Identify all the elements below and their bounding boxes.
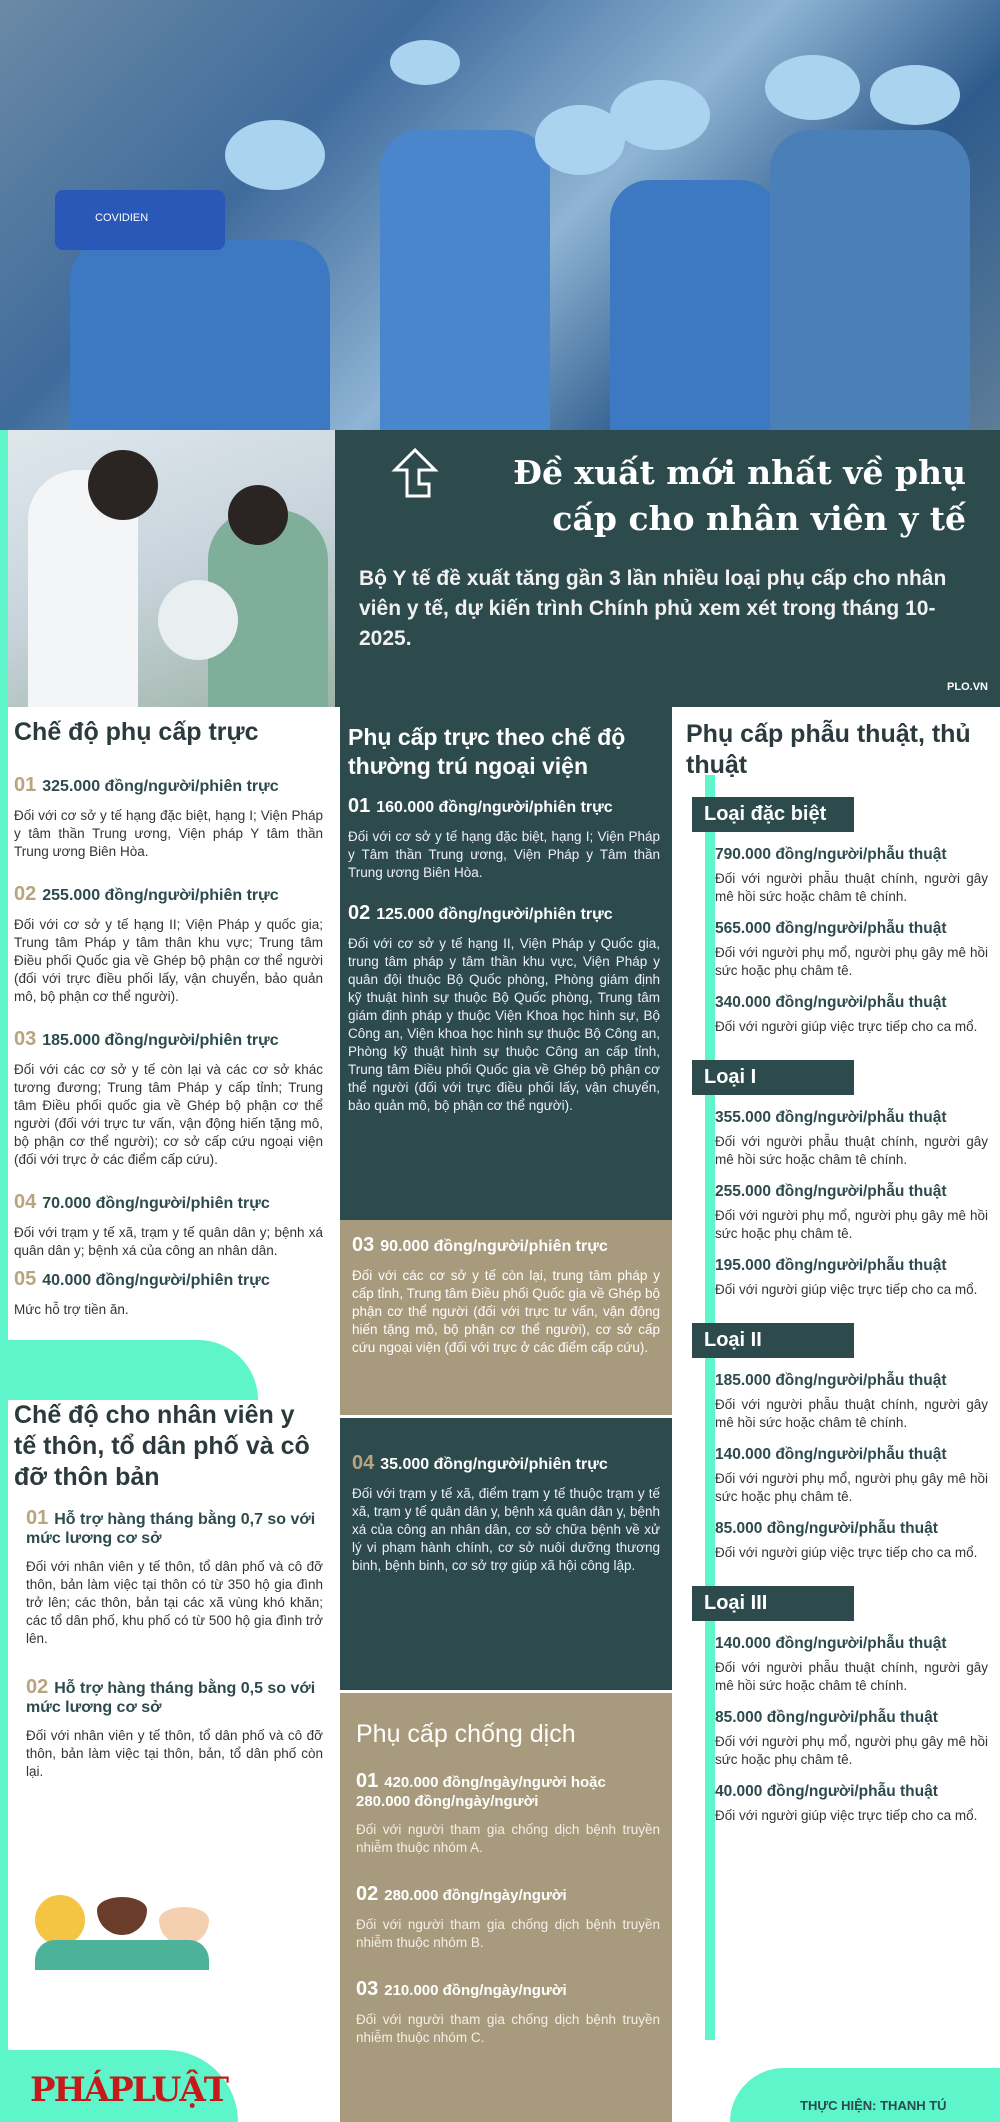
item-description: Đối với cơ sở y tế hạng đặc biệt, hạng I; Viện Pháp y tâm thần Trung ương, Viện pháp Y tâm thần Trung ương Biên Hòa. (14, 808, 323, 859)
item-number: 01 (356, 1770, 379, 1792)
item-description: Đối với cơ sở y tế hạng II; Viện Pháp y quốc gia; Trung tâm Pháp y tâm thân khu vực; Trung tâm Điều phối Quốc gia về Ghép bộ phận cơ thể người (đối với trực điều phối lấy, vận chuyển, bảo quản mô, bộ phận cơ thể người). (14, 917, 323, 1004)
item-description: Đối với cơ sở y tế hạng đặc biệt, hạng I; Viện Pháp y Tâm thần Trung ương, Viện Pháp y Tâm thần Trung ương Biên Hòa. (348, 829, 660, 880)
source-label: PLO.VN (947, 681, 988, 693)
section-on-call-allowance (8, 707, 335, 1319)
item-amount: 85.000 đồng/người/phẫu thuật (715, 1520, 938, 1537)
item-amount: 90.000 đồng/người/phiên trực (380, 1238, 608, 1255)
item-amount: 35.000 đồng/người/phiên trực (380, 1456, 608, 1473)
item-number: 02 (348, 902, 371, 924)
allowance-item (26, 1676, 323, 1781)
item-number: 02 (14, 883, 37, 905)
resident-item-03 (340, 1220, 672, 1415)
item-amount: 195.000 đồng/người/phẫu thuật (715, 1257, 947, 1274)
item-description: Đối với người tham gia chống dịch bệnh truyền nhiễm thuộc nhóm B. (356, 1917, 660, 1950)
item-description: Đối với người tham gia chống dịch bệnh truyền nhiễm thuộc nhóm C. (356, 2012, 660, 2045)
allowance-item (14, 774, 323, 861)
arrow-up-icon (385, 444, 445, 504)
item-amount: 255.000 đồng/người/phẫu thuật (715, 1183, 947, 1200)
item-number: 02 (26, 1676, 49, 1698)
item-description: Đối với trạm y tế xã, trạm y tế quân dân y; bệnh xá quân dân y; bệnh xá của công an nhân dân. (14, 1225, 323, 1258)
item-amount: 70.000 đồng/người/phiên trực (42, 1195, 270, 1212)
item-amount: 40.000 đồng/người/phẫu thuật (715, 1783, 938, 1800)
item-amount: Hỗ trợ hàng tháng bằng 0,5 so với mức lương cơ sở (26, 1680, 316, 1716)
page-title: Đề xuất mới nhất về phụ cấp cho nhân viên y tế (513, 453, 966, 538)
phapluat-logo: PHÁPLUẬT (30, 2070, 228, 2110)
section-village-health-workers (8, 1400, 335, 1781)
allowance-item (348, 902, 660, 1115)
section-title: Phụ cấp phẫu thuật, thủ thuật (686, 720, 971, 779)
item-amount: Hỗ trợ hàng tháng bằng 0,7 so với mức lương cơ sở (26, 1511, 316, 1547)
credit: THỰC HIỆN: THANH TÚ (800, 2098, 947, 2113)
left-accent-stripe (0, 430, 8, 2122)
footer-blob-right (730, 2068, 1000, 2122)
section-title: Phụ cấp chống dịch (356, 1720, 576, 1748)
item-amount: 140.000 đồng/người/phẫu thuật (715, 1446, 947, 1463)
item-description: Đối với người phụ mổ, người phụ gây mê hồi sức hoặc phụ châm tê. (715, 1208, 988, 1241)
section-epidemic-allowance (340, 1693, 672, 2122)
surgery-category: Loại III (692, 1586, 854, 1621)
item-description: Đối với người phẫu thuật chính, người gây mê hồi sức hoặc châm tê chính. (715, 1660, 988, 1693)
item-description: Đối với các cơ sở y tế còn lại, trung tâm pháp y cấp tỉnh, Trung tâm Điều phối Quốc gia về Ghép bộ phận cơ thể người (đối với trực tư vấn, vận động hiến tặng mô, bộ phận cơ thể người), cơ sở cấp cứu ngoại viện (đối với trực ở các điểm cấp cứu). (352, 1268, 660, 1355)
item-description: Đối với người tham gia chống dịch bệnh truyền nhiễm thuộc nhóm A. (356, 1822, 660, 1855)
item-amount: 355.000 đồng/người/phẫu thuật (715, 1109, 947, 1126)
item-number: 02 (356, 1883, 379, 1905)
item-amount: 85.000 đồng/người/phẫu thuật (715, 1709, 938, 1726)
item-number: 03 (352, 1234, 375, 1256)
section-resident-on-call (340, 707, 672, 1220)
section-title: Chế độ cho nhân viên y tế thôn, tổ dân phố và cô đỡ thôn bản (14, 1401, 310, 1491)
item-description: Đối với trạm y tế xã, điểm trạm y tế thuộc trạm y tế xã, trạm y tế quân dân y, bệnh xá quân dân y, bệnh xá của công an nhân dân, cơ sở chữa bệnh về xử lý vi phạm hành chính, cơ sở nuôi dưỡng thương binh, bệnh binh, cơ sở trợ giúp xã hội công lập. (352, 1486, 660, 1573)
monitor-label: COVIDIEN (55, 190, 225, 250)
item-amount: 280.000 đồng/ngày/người (384, 1887, 567, 1904)
item-description: Đối với người phẫu thuật chính, người gây mê hồi sức hoặc châm tê chính. (715, 1397, 988, 1430)
allowance-item (352, 1452, 660, 1575)
item-description: Đối với người phụ mổ, người phụ gây mê hồi sức hoặc phụ châm tê. (715, 1734, 988, 1767)
item-number: 01 (348, 795, 371, 817)
item-amount: 160.000 đồng/người/phiên trực (376, 799, 613, 816)
item-number: 03 (356, 1978, 379, 2000)
allowance-item (14, 1191, 323, 1260)
item-description: Đối với người phẫu thuật chính, người gây mê hồi sức hoặc châm tê chính. (715, 871, 988, 904)
item-number: 03 (14, 1028, 37, 1050)
item-description: Đối với nhân viên y tế thôn, tổ dân phố và cô đỡ thôn, bản làm việc tại thôn, bản, tổ dân phố còn lại. (26, 1728, 323, 1779)
surgery-photo (0, 0, 1000, 430)
item-description: Đối với người phụ mổ, người phụ gây mê hồi sức hoặc phụ châm tê. (715, 1471, 988, 1504)
allowance-item (356, 1883, 660, 1952)
item-amount: 420.000 đồng/ngày/người hoặc 280.000 đồng/ngày/người (356, 1774, 606, 1810)
item-description: Đối với người phẫu thuật chính, người gây mê hồi sức hoặc châm tê chính. (715, 1134, 988, 1167)
item-number: 01 (26, 1507, 49, 1529)
decor-blob (8, 1340, 258, 1400)
item-description: Đối với người giúp việc trực tiếp cho ca mổ. (715, 1808, 978, 1823)
item-amount: 325.000 đồng/người/phiên trực (42, 778, 279, 795)
allowance-item (348, 795, 660, 882)
health-workers-illustration (35, 1885, 215, 1970)
item-number: 05 (14, 1268, 37, 1290)
item-description: Đối với người giúp việc trực tiếp cho ca mổ. (715, 1282, 978, 1297)
item-amount: 340.000 đồng/người/phẫu thuật (715, 994, 947, 1011)
surgery-category: Loại đặc biệt (692, 797, 854, 832)
nurse-photo (8, 430, 335, 707)
item-number: 04 (14, 1191, 37, 1213)
allowance-item (14, 883, 323, 1006)
surgery-category: Loại I (692, 1060, 854, 1095)
allowance-item (356, 1770, 660, 1857)
allowance-item (352, 1234, 660, 1357)
allowance-item (26, 1507, 323, 1648)
item-description: Mức hỗ trợ tiền ăn. (14, 1302, 129, 1317)
item-amount: 790.000 đồng/người/phẫu thuật (715, 846, 947, 863)
item-number: 04 (352, 1452, 375, 1474)
item-description: Đối với người phụ mổ, người phụ gây mê hồi sức hoặc phụ châm tê. (715, 945, 988, 978)
item-amount: 40.000 đồng/người/phiên trực (42, 1272, 270, 1289)
item-amount: 210.000 đồng/ngày/người (384, 1982, 567, 1999)
item-amount: 125.000 đồng/người/phiên trực (376, 906, 613, 923)
item-description: Đối với người giúp việc trực tiếp cho ca mổ. (715, 1545, 978, 1560)
item-description: Đối với nhân viên y tế thôn, tổ dân phố và cô đỡ thôn, bản làm việc tại thôn có từ 350 hộ gia đình trở lên; các thôn, bản tại các xã vùng khó khăn; các tổ dân phố, khu phố có từ 500 hộ gia đình trở lên. (26, 1559, 323, 1646)
resident-item-04 (340, 1418, 672, 1690)
surgery-category: Loại II (692, 1323, 854, 1358)
item-description: Đối với cơ sở y tế hạng II, Viện Pháp y Quốc gia, trung tâm pháp y tâm thần khu vực, Viện Pháp y quân đội thuộc Bộ Quốc phòng, Phòng giám định kỹ thuật hình sự thuộc Bộ Quốc phòng, Trung tâm giám định pháp y thuộc Viện Khoa học hình sự, Bộ Công an, Viện khoa học hình sự thuộc Bộ Công an, Phòng kỹ thuật hình sự thuộc Công an cấp tỉnh, Trung tâm Điều phối Quốc gia về Ghép bộ phận cơ thể người (đối với trực điều phối lấy, vận chuyển, bảo quản mô, bộ phận cơ thể người). (348, 936, 660, 1113)
section-title: Chế độ phụ cấp trực (14, 718, 259, 746)
item-amount: 185.000 đồng/người/phiên trực (42, 1032, 279, 1049)
allowance-item (14, 1268, 323, 1319)
section-surgery-allowance (680, 707, 1000, 1825)
item-amount: 255.000 đồng/người/phiên trực (42, 887, 279, 904)
item-description: Đối với người giúp việc trực tiếp cho ca mổ. (715, 1019, 978, 1034)
hero-banner (335, 430, 1000, 707)
allowance-item (356, 1978, 660, 2047)
section-title: Phụ cấp trực theo chế độ thường trú ngoại viện (348, 724, 626, 779)
item-description: Đối với các cơ sở y tế còn lại và các cơ sở khác tương đương; Trung tâm Pháp y cấp tỉnh; Trung tâm Điều phối quốc gia về Ghép bộ phận cơ thể người (đối với trực tư vấn, vận động hiến tặng mô, bộ phận cơ thể người); cơ sở cấp cứu ngoại viện (đối với trực ở các điểm cấp cứu). (14, 1062, 323, 1167)
item-amount: 565.000 đồng/người/phẫu thuật (715, 920, 947, 937)
item-amount: 185.000 đồng/người/phẫu thuật (715, 1372, 947, 1389)
allowance-item (14, 1028, 323, 1169)
page-subtitle: Bộ Y tế đề xuất tăng gần 3 lần nhiều loại phụ cấp cho nhân viên y tế, dự kiến trình Chính phủ xem xét trong tháng 10-2025. (359, 567, 947, 650)
item-amount: 140.000 đồng/người/phẫu thuật (715, 1635, 947, 1652)
item-number: 01 (14, 774, 37, 796)
